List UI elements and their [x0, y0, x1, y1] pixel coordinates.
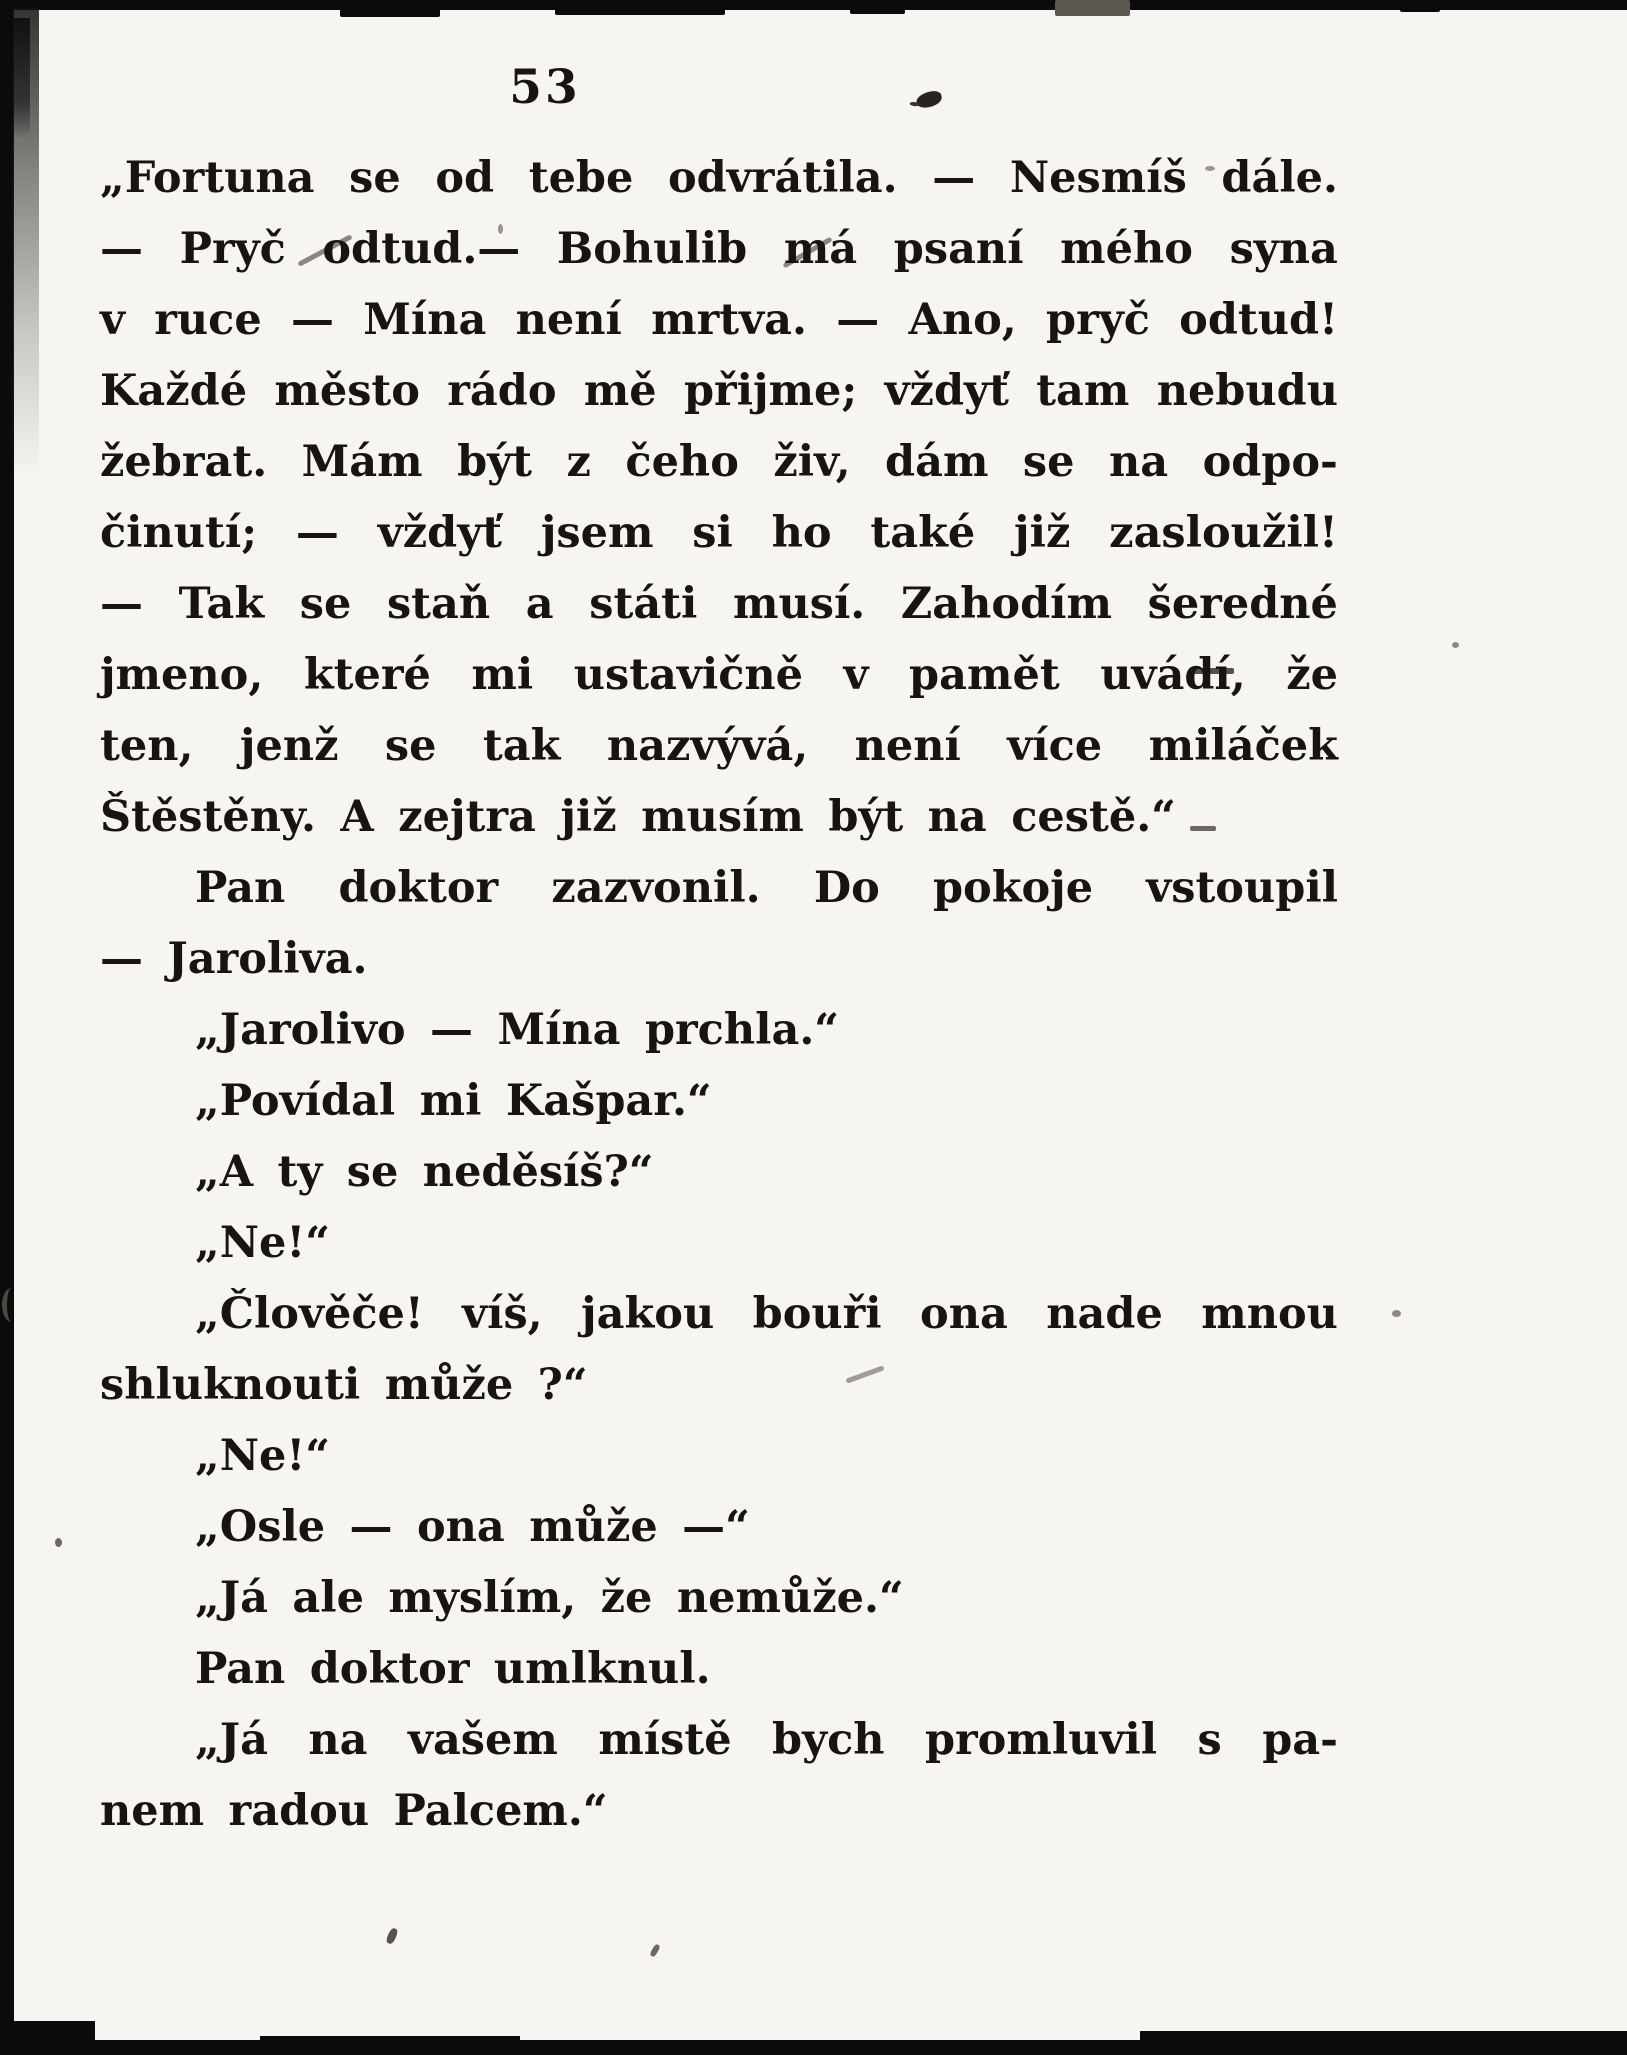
- word: —: [100, 579, 143, 629]
- word: z: [566, 437, 591, 487]
- word: Zahodím: [900, 579, 1112, 629]
- word: být: [457, 437, 533, 487]
- word: vstoupil: [1146, 863, 1338, 913]
- text-line: [100, 569, 1338, 640]
- word: odtud.—: [322, 224, 521, 274]
- word: přijme;: [683, 366, 858, 416]
- word: ten,: [100, 721, 194, 771]
- word: není: [854, 721, 961, 771]
- text-line: shluknouti může ?“: [100, 1360, 588, 1410]
- word: uvádí,: [1100, 650, 1246, 700]
- word: odpo-: [1202, 437, 1338, 487]
- text-line: „Povídal mi Kašpar.“: [195, 1076, 712, 1126]
- word: mi: [471, 650, 534, 700]
- word: tebe: [528, 153, 634, 203]
- word: —: [100, 224, 143, 274]
- word: si: [692, 508, 733, 558]
- text-line: [100, 214, 1338, 285]
- scan-artifact: [555, 0, 725, 15]
- scan-artifact: [1400, 0, 1440, 12]
- word: není: [515, 295, 622, 345]
- word: žebrat.: [100, 437, 268, 487]
- scan-artifact: [260, 2036, 520, 2055]
- word: miláček: [1148, 721, 1338, 771]
- word: pa-: [1262, 1715, 1338, 1765]
- word: město: [274, 366, 420, 416]
- word: ho: [771, 508, 832, 558]
- word: syna: [1229, 224, 1338, 274]
- word: pryč: [1046, 295, 1150, 345]
- text-line: [100, 427, 1338, 498]
- word: jakou: [581, 1289, 715, 1339]
- word: tam: [1036, 366, 1130, 416]
- scan-artifact: [1140, 2031, 1627, 2055]
- word: vždyť: [884, 366, 1009, 416]
- text-line: [100, 356, 1338, 427]
- text-line: [100, 1705, 1338, 1776]
- word: rádo: [447, 366, 557, 416]
- word: „Já: [195, 1715, 268, 1765]
- scan-edge-left: [0, 0, 14, 2055]
- scan-artifact: [1452, 642, 1459, 648]
- word: ruce: [154, 295, 262, 345]
- word: nazvývá,: [606, 721, 809, 771]
- text-line: [100, 285, 1338, 356]
- word: čeho: [625, 437, 739, 487]
- word: —: [932, 153, 976, 203]
- word: že: [1286, 650, 1338, 700]
- word: odtud!: [1179, 295, 1338, 345]
- page-number: 53: [509, 60, 581, 115]
- word: mého: [1060, 224, 1193, 274]
- word: Pryč: [179, 224, 286, 274]
- text-line: „Ne!“: [195, 1218, 331, 1268]
- word: mnou: [1201, 1289, 1338, 1339]
- word: pamět: [909, 650, 1060, 700]
- word: tak: [482, 721, 561, 771]
- word: Každé: [100, 366, 248, 416]
- word: promluvil: [924, 1715, 1158, 1765]
- text-line: — Jaroliva.: [100, 934, 368, 984]
- scan-artifact: [1055, 0, 1130, 16]
- scan-artifact: [0, 2021, 95, 2055]
- word: dám: [885, 437, 989, 487]
- text-block: [100, 143, 1338, 1847]
- word: musí.: [733, 579, 866, 629]
- text-line: [100, 640, 1338, 711]
- text-line: „Já ale myslím, že nemůže.“: [195, 1573, 904, 1623]
- text-line: [100, 711, 1338, 782]
- word: s: [1197, 1715, 1222, 1765]
- word: zasloužil!: [1109, 508, 1338, 558]
- word: jenž: [239, 721, 339, 771]
- word: Do: [813, 863, 880, 913]
- word: činutí;: [100, 508, 258, 558]
- text-line: Štěstěny. A zejtra již musím být na cestě.“: [100, 792, 1176, 842]
- word: více: [1007, 721, 1103, 771]
- text-line: [100, 1279, 1338, 1350]
- word: na: [1108, 437, 1169, 487]
- word: živ,: [773, 437, 851, 487]
- word: v: [100, 295, 125, 345]
- word: ustavičně: [573, 650, 804, 700]
- scan-artifact: [340, 0, 440, 17]
- word: vašem: [407, 1715, 558, 1765]
- word: Ano,: [908, 295, 1017, 345]
- text-line: [100, 143, 1338, 214]
- word: pokoje: [932, 863, 1094, 913]
- word: nebudu: [1156, 366, 1338, 416]
- word: od: [435, 153, 495, 203]
- word: Nesmíš: [1009, 153, 1187, 203]
- word: —: [291, 295, 334, 345]
- word: „Člověče!: [195, 1289, 424, 1339]
- word: má: [783, 224, 858, 274]
- word: státi: [589, 579, 698, 629]
- word: jsem: [540, 508, 654, 558]
- word: „Fortuna: [100, 153, 315, 203]
- word: se: [1022, 437, 1075, 487]
- word: staň: [386, 579, 491, 629]
- text-line: [100, 853, 1338, 924]
- word: Mám: [301, 437, 423, 487]
- word: doktor: [338, 863, 499, 913]
- word: také: [870, 508, 976, 558]
- word: se: [299, 579, 352, 629]
- word: se: [384, 721, 437, 771]
- word: bych: [772, 1715, 885, 1765]
- word: —: [295, 508, 339, 558]
- text-line: „A ty se neděsíš?“: [195, 1147, 654, 1197]
- text-line: „Osle — ona může —“: [195, 1502, 750, 1552]
- scan-artifact: [2, 1288, 21, 1322]
- word: zazvonil.: [551, 863, 761, 913]
- text-line: nem radou Palcem.“: [100, 1786, 608, 1836]
- word: dále.: [1221, 153, 1338, 203]
- scan-artifact: [649, 1943, 661, 1957]
- word: odvrátila.: [667, 153, 898, 203]
- scan-edge-top: [0, 0, 1627, 10]
- word: Bohulib: [556, 224, 748, 274]
- word: mrtva.: [651, 295, 807, 345]
- word: mě: [583, 366, 657, 416]
- word: Tak: [178, 579, 265, 629]
- word: vždyť: [377, 508, 503, 558]
- word: —: [836, 295, 880, 345]
- scan-artifact: [1392, 1310, 1401, 1317]
- word: víš,: [462, 1289, 543, 1339]
- word: a: [525, 579, 554, 629]
- word: již: [1014, 508, 1071, 558]
- word: se: [349, 153, 401, 203]
- text-line: „Ne!“: [195, 1431, 331, 1481]
- scan-artifact: [850, 0, 905, 14]
- text-line: Pan doktor umlknul.: [195, 1644, 711, 1694]
- word: místě: [598, 1715, 732, 1765]
- scan-artifact: [55, 1538, 62, 1547]
- word: na: [308, 1715, 368, 1765]
- word: v: [843, 650, 869, 700]
- text-line: „Jarolivo — Mína prchla.“: [195, 1005, 840, 1055]
- word: Pan: [195, 863, 286, 913]
- word: psaní: [893, 224, 1024, 274]
- word: bouři: [752, 1289, 882, 1339]
- word: nade: [1046, 1289, 1163, 1339]
- text-line: [100, 498, 1338, 569]
- word: ona: [920, 1289, 1008, 1339]
- scan-artifact: [385, 1927, 399, 1945]
- word: jmeno,: [100, 650, 264, 700]
- word: šeredné: [1147, 579, 1338, 629]
- word: Mína: [363, 295, 487, 345]
- word: které: [303, 650, 431, 700]
